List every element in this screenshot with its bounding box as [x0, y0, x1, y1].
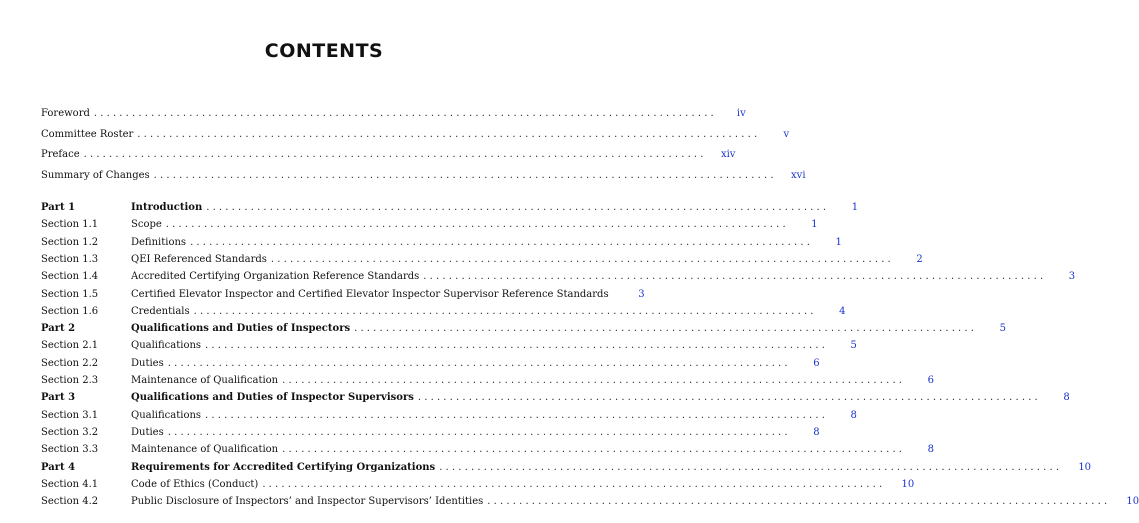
toc-entry-title: Qualifications and Duties of Inspectors: [131, 323, 351, 335]
dot-leader: [439, 462, 1059, 473]
dot-leader: [205, 340, 825, 351]
toc-page-link[interactable]: v: [783, 128, 790, 140]
dot-leader: [84, 149, 704, 160]
toc-entry[interactable]: [41, 253, 923, 269]
dot-leader: [423, 271, 1043, 282]
toc-entry-title: Maintenance of Qualification: [131, 444, 279, 456]
toc-entry[interactable]: [41, 108, 746, 123]
toc-entry[interactable]: [41, 444, 934, 459]
toc-entry-title: Requirements for Accredited Certifying Organizations: [131, 461, 436, 473]
toc-entry-label: Section 4.1: [41, 478, 99, 490]
toc-page-link[interactable]: 8: [1063, 392, 1070, 404]
toc-entry[interactable]: [41, 461, 1092, 477]
toc-page-link[interactable]: 6: [813, 357, 820, 369]
toc-entry[interactable]: [41, 409, 857, 425]
toc-entry[interactable]: [41, 478, 915, 494]
toc-entry[interactable]: [41, 496, 1139, 511]
toc-entry[interactable]: [41, 305, 846, 321]
toc-page-link[interactable]: iv: [736, 108, 746, 119]
toc-entry[interactable]: [41, 288, 645, 304]
dot-leader: [205, 410, 825, 421]
toc-entry[interactable]: [41, 392, 1070, 407]
dot-leader: [168, 358, 788, 369]
dot-leader: [262, 479, 882, 490]
toc-page-link[interactable]: 3: [638, 288, 645, 300]
toc-page-link[interactable]: 3: [1068, 271, 1076, 283]
toc-entry-title: Code of Ethics (Conduct): [131, 478, 259, 490]
dot-leader: [206, 202, 826, 213]
dot-leader: [190, 237, 810, 248]
dot-leader: [487, 496, 1107, 507]
toc-page-link[interactable]: xvi: [791, 170, 806, 182]
toc-page-link[interactable]: 8: [927, 444, 934, 456]
toc-page-link[interactable]: 2: [916, 253, 923, 265]
toc-page-link[interactable]: 1: [851, 202, 859, 213]
toc-entry-label: Section 1.2: [41, 236, 99, 248]
toc-entry-label: Section 4.2: [41, 496, 99, 508]
toc-entry-title: Accredited Certifying Organization Reference Standards: [131, 271, 420, 283]
toc-entry-label: Part 1: [41, 202, 76, 213]
toc-entry[interactable]: [41, 236, 842, 252]
toc-entry-label: Section 3.3: [41, 444, 99, 456]
toc-entry-label: Section 1.1: [41, 219, 99, 231]
toc-entry[interactable]: [41, 426, 820, 442]
dot-leader: [282, 375, 902, 386]
toc-entry-label: Part 4: [41, 461, 76, 473]
toc-entry-label: Section 2.2: [41, 357, 99, 369]
toc-entry-title: Qualifications: [131, 340, 202, 352]
toc-entry-title: Qualifications: [131, 409, 202, 421]
toc-page-link[interactable]: 10: [1126, 496, 1139, 508]
toc-entry-title: Certified Elevator Inspector and Certified Elevator Inspector Supervisor Reference Standards: [131, 288, 609, 300]
toc-entry-label: Section 1.3: [41, 253, 99, 265]
toc-entry[interactable]: [41, 170, 806, 185]
toc-entry-title: Foreword: [41, 108, 90, 119]
toc-entry-title: QEI Referenced Standards: [131, 253, 267, 265]
toc-entry-title: Summary of Changes: [41, 170, 150, 182]
page-title: CONTENTS: [264, 40, 384, 62]
toc-entry-title: Preface: [41, 149, 80, 161]
toc-entry-label: Section 1.6: [41, 305, 99, 317]
toc-entry-title: Duties: [131, 426, 164, 438]
toc-entry[interactable]: [41, 149, 736, 164]
toc-page-link[interactable]: 1: [835, 236, 842, 248]
toc-entry-label: Section 1.5: [41, 288, 99, 300]
toc-entry[interactable]: [41, 357, 820, 373]
dot-leader: [194, 306, 814, 317]
toc-entry-label: Part 2: [41, 323, 76, 335]
toc-entry-label: Section 2.3: [41, 375, 99, 386]
toc-entry-label: Section 3.2: [41, 426, 99, 438]
dot-leader: [354, 323, 974, 334]
toc-page-link[interactable]: 1: [811, 219, 818, 231]
toc-entry-title: Credentials: [131, 305, 190, 317]
toc-page-link[interactable]: 8: [850, 409, 857, 421]
dot-leader: [271, 254, 891, 265]
toc-entry[interactable]: [41, 202, 859, 217]
toc-entry-title: Public Disclosure of Inspectors’ and Inspector Supervisors’ Identities: [131, 496, 484, 508]
toc-entry-title: Maintenance of Qualification: [131, 375, 279, 386]
toc-page-link[interactable]: xiv: [720, 149, 736, 161]
toc-page-link[interactable]: 8: [813, 426, 820, 438]
toc-page-link[interactable]: 10: [901, 478, 915, 490]
toc-entry[interactable]: [41, 375, 934, 390]
dot-leader: [166, 219, 786, 230]
toc-entry-label: Section 2.1: [41, 340, 99, 352]
toc-page-link[interactable]: 10: [1078, 461, 1092, 473]
toc-page-link[interactable]: 4: [839, 305, 846, 317]
toc-entry-title: Scope: [131, 219, 162, 231]
dot-leader: [154, 170, 774, 181]
toc-entry[interactable]: [41, 340, 857, 355]
dot-leader: [94, 108, 714, 119]
toc-entry-label: Section 3.1: [41, 409, 99, 421]
toc-page-link[interactable]: 5: [850, 340, 857, 352]
toc-entry-title: Duties: [131, 357, 164, 369]
toc-entry-title: Definitions: [131, 236, 187, 248]
toc-entry[interactable]: [41, 271, 1076, 286]
toc-entry[interactable]: [41, 128, 790, 144]
toc-entry[interactable]: [41, 219, 818, 234]
toc-entry-label: Section 1.4: [41, 271, 99, 283]
toc-entry-title: Qualifications and Duties of Inspector Supervisors: [131, 392, 414, 404]
toc-entry-title: Committee Roster: [41, 128, 134, 140]
toc-entry[interactable]: [41, 323, 1006, 338]
dot-leader: [137, 129, 757, 140]
dot-leader: [168, 427, 788, 438]
dot-leader: [418, 392, 1038, 403]
toc-page-link[interactable]: 5: [999, 323, 1006, 335]
dot-leader: [282, 444, 902, 455]
toc-page-link[interactable]: 6: [927, 375, 934, 386]
toc-entry-label: Part 3: [41, 392, 76, 404]
toc-entry-title: Introduction: [131, 202, 203, 213]
